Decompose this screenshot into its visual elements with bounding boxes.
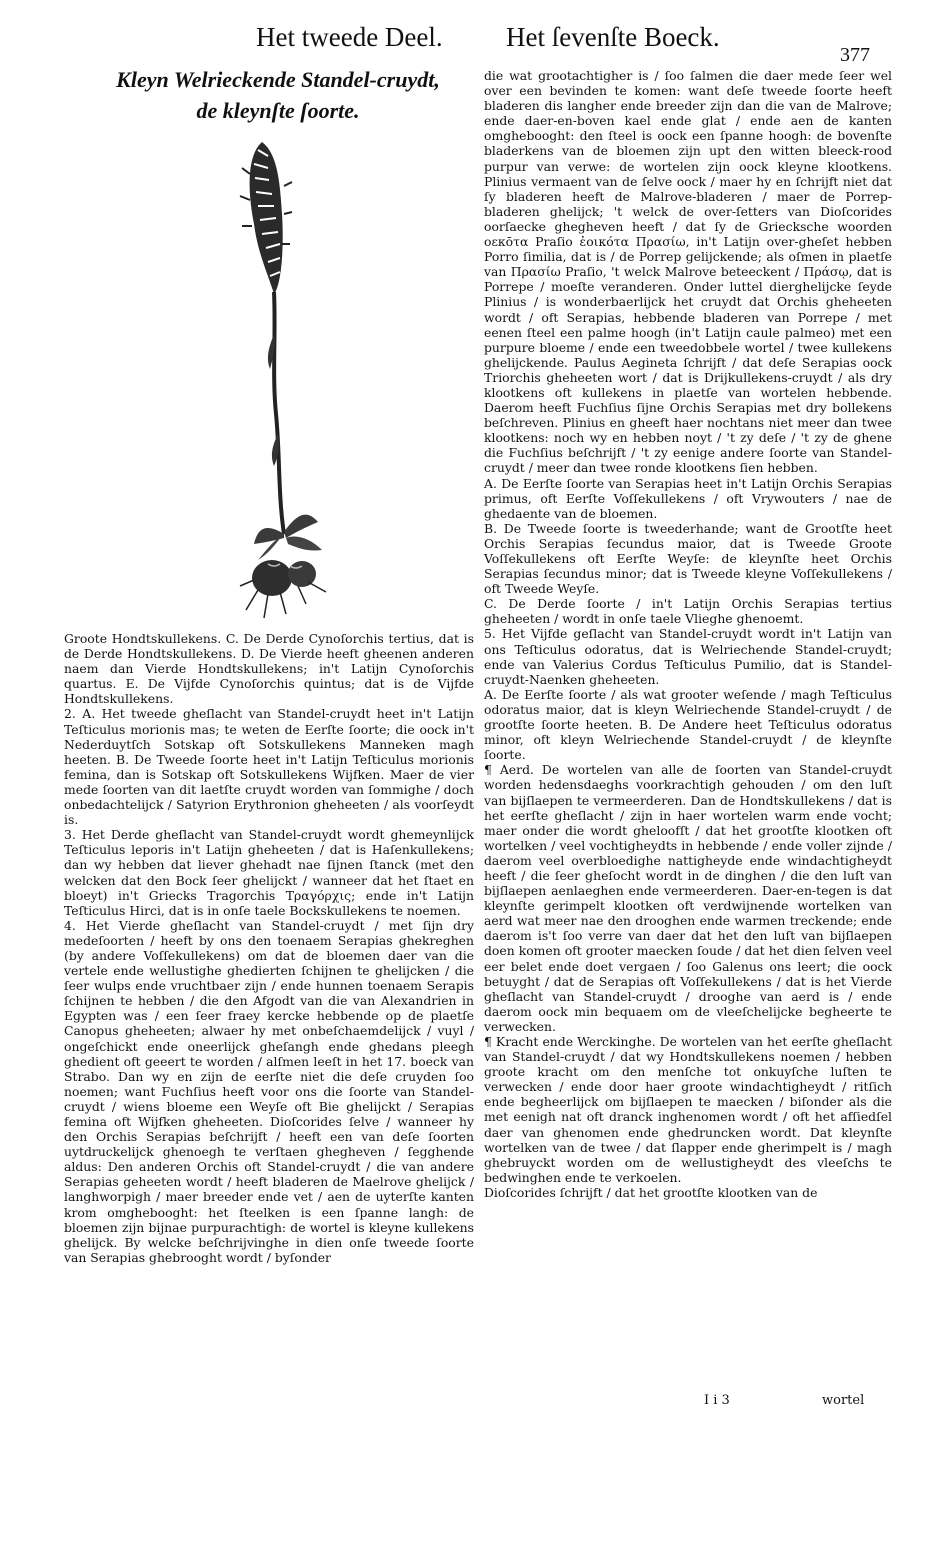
plant-woodcut-illustration [228,134,348,624]
running-header-right: Het ſevenſte Boeck. [506,22,720,52]
paragraph: die wat grootachtigher is / ſoo ſalmen die daer mede ſeer wel over een bevinden te komen: want deſe tweede ſoorte heeft bladeren dis langher ende breeder zijn dan die van de Malrove; ende daer-en-boven kael ende glat / ende aen de kanten omghebooght: den ſteel is oock een ſpanne hoogh: de bovenſte bladerkens van de bloemen zijn upt den witten bleeck-rood purpur van verwe: de wortelen zijn oock kleyne klootkens. Plinius vermaent van de ſelve oock / maer hy en ſchrijft niet dat ſy bladeren heeft de Malrove-bladeren / maer de Porrep-bladeren ghelijck; 't welck de over-ſetters van Dioſcorides oorſaecke ghegheven heeft / dat ſy de Griecksche woorden οεκōτα Praſio ἐοικότα Πρασίω, in't Latijn over-gheſet hebben Porro ſimilia, dat is / de Porrep gelijckende; als oſmen in plaetſe van Πρασίω Praſio, 't welck Malrove beteeckent / Πράσῳ, dat is Porrepe / moeſte veranderen. Onder luttel dierghelijcke ſeyde Plinius / is wonderbaerlijck het cruydt dat Orchis gheheeten wordt / oft Serapias, hebbende bladeren van Porrepe / met eenen ſteel een palme hoogh (in't Latijn caule palmeo) met een purpure bloeme / ende een tweedobbele wortel / twee kullekens ghelijckende. Paulus Aegineta ſchrijft / dat deſe Serapias oock Triorchis gheheeten wort / dat is Drijkullekens-cruydt / als dry klootkens oft kullekens in plaetſe van wortelen hebbende. Daerom heeft Fuchſius ſijne Orchis Serapias met dry bollekens beſchreven. Plinius en gheeft haer nochtans niet meer dan twee klootkens: noch wy en hebben noyt / 't zy deſe / 't zy de ghene die Fuchſius beſchrijft / 't zy eenige andere ſoorte van Standel-cruydt / meer dan twee ronde klootkens ſien hebben. [484,68,892,476]
flower-spike [240,142,292,294]
running-header-left: Het tweede Deel. [256,22,443,52]
figure-title-line-2: de kleynſte ſoorte. [196,98,360,123]
paragraph: ¶ Kracht ende Werckinghe. De wortelen van het eerſte gheſlacht van Standel-cruydt / dat wy Hondtskullekens noemen / hebben groote kracht om den menſche tot onkuyſche luſten te verwecken / ende door haer groote windachtigheydt / ritſich ende begheerlijck om bijſlaepen te maecken / biſonder als die met eenigh nat oft dranck inghenomen wordt / oft het afſiedſel daer van ghenomen ende ghedruncken wordt. Dat kleynſte wortelken van de twee / dat ſlapper ende gherimpelt is / magh ghebruyckt worden om de wellustigheydt des vleeſchs te bedwinghen ende te verkoelen. [484,1034,892,1185]
paragraph: 2. A. Het tweede gheſlacht van Standel-cruydt heet in't Latijn Teſticulus morionis mas; te weten de Eerſte ſoorte; die oock in't Nederduytſch Sotskap oft Sotskullekens Manneken magh heeten. B. De Tweede ſoorte heet in't Latijn Teſticulus morionis femina, dan is Sotskap oft Sotskullekens Wijfken. Maer de vier mede ſoorten van dit laetſte cruydt worden van ſommighe / doch onbedachtelijck / Satyrion Erythronion gheheeten / als voorſeydt is. [64,706,474,828]
paragraph: Groote Hondtskullekens. C. De Derde Cynoſorchis tertius, dat is de Derde Hondtskullekens. D. De Vierde heeft gheenen anderen naem dan Vierde Hondtskullekens; in't Latijn Cynoſorchis quartus. E. De Vijfde Cynoſorchis quintus; dat is de Vijfde Hondtskullekens. [64,631,474,707]
paragraph: B. De Tweede ſoorte is tweederhande; want de Grootſte heet Orchis Serapias ſecundus maior, dat is Tweede Groote Voſſekullekens oft Eerſte Weyſe: de kleynſte heet Orchis Serapias ſecundus minor; dat is Tweede kleyne Voſſekullekens / oft Tweede Weyſe. [484,520,892,597]
catchword: wortel [822,1393,865,1408]
paragraph: C. De Derde ſoorte / in't Latijn Orchis Serapias tertius gheheeten / wordt in onſe taele Vlieghe ghenoemt. [484,596,892,627]
paragraph: 4. Het Vierde gheſlacht van Standel-cruydt / met ſijn dry medeſoorten / heeft by ons den toenaem Serapias ghekreghen (by andere Voſſekullekens) om dat de bloemen daer van die vertele ende wellustighe ghedierten ſchijnen te ghelijcken / die ſeer wulps ende vruchtbaer zijn / ende hunnen toenaem Serapis ſchijnen te hebben / die den Afgodt van die van Alexandrien in Egypten was / een ſeer fraey kercke hebbende op de plaetſe Canopus gheheeten; alwaer hy met onbeſchaemdelijck / vuyl / ongeſchickt ende oneerlijck gheſangh ende ghedans pleegh ghedient oft geeert te worden / alſmen leeſt in het 17. boeck van Strabo. Dan wy en zijn de eerſte niet die deſe cruyden ſoo noemen; want Fuchſius heeft voor ons die ſoorte van Standel-cruydt / wiens bloeme een Weyſe oft Bie ghelijckt / Serapias femina oft Wijfken gheheeten. Dioſcorides ſelve / wanneer hy den Orchis Serapias beſchrijft / heeft een van deſe ſoorten uytdruckelijck ghenoegh te verſtaen ghegheven / ſegghende aldus: Den anderen Orchis oft Standel-cruydt / die van andere Serapias geheeten wordt / heeft bladeren de Maelrove ghelijck / langhworpigh / maer breeder ende vet / aen de uyterſte kanten krom omghebooght: het ſteelken is een ſpanne langh: de bloemen zijn bijnae purpurachtigh: de wortel is kleyne kullekens ghelijck. By welcke beſchrijvinghe in dien onſe tweede ſoorte van Serapias ghebrooght wordt / byſonder [64,917,474,1265]
paragraph: A. De Eerſte ſoorte van Serapias heet in't Latijn Orchis Serapias primus, oft Eerſte Voſſekullekens / oft Vrywouters / nae de ghedaente van de bloemen. [484,475,892,521]
stem [268,292,284,534]
paragraph: ¶ Aerd. De wortelen van alle de ſoorten van Standel-cruydt worden hedensdaeghs voorkrachtigh gehouden / om den luſt van bijſlaepen te vermeerderen. Dan de Hondtskullekens / dat is het eerſte gheſlacht / zijn in haer wortelen warm ende vocht; maer onder die wordt gheloofſt / dat het grootſte klootken oft wortelken / veel vochtigheydts in hebbende / ende voller zijnde / daerom veel overbloedighe nattigheyde ende windachtigheydt heeft / die ſeer gheſocht wordt in de dinghen / die den luſt van bijſlaepen aenlaeghen ende vermeerderen. Daer-en-tegen is dat kleynſte gerimpelt klootken oft verdwijnende wortelken van aerd wat meer nae den drooghen ende warmen treckende; ende daerom is't ſoo verre van daer dat het den luſt van bijſlaepen doen komen oft grooter maecken ſoude / dat het dien ſelven veel eer belet ende doet vergaen / ſoo Galenus ons leert; die oock betuyght / dat de Serapias oft Voſſekullekens / dat is het Vierde gheſlacht van Standel-cruydt / drooghe van aerd is / ende daerom oock min bequaem om de vleeſchelijcke begheerte te verwecken. [484,762,892,1034]
root-tubers [240,560,326,618]
paragraph: 3. Het Derde gheſlacht van Standel-cruydt wordt ghemeynlijck Teſticulus leporis in't Latijn gheheeten / dat is Haſenkullekens; dan wy hebben dat liever ghehadt nae ſijnen ſtanck (met den welcken dat den Bock ſeer ghelijckt / wanneer dat het ſtaet en bloeyt) in't Griecks Tragorchis Τραγόρχις; ende in't Latijn Teſticulus Hirci, dat is in onſe taele Bockskullekens te noemen. [64,827,474,918]
left-text-column [64,631,474,1265]
paragraph: 5. Het Vijfde geſlacht van Standel-cruydt wordt in't Latijn van ons Teſticulus odoratus, dat is Welriechende Standel-cruydt; ende van Valerius Cordus Teſticulus Pumilio, dat is Standel-cruydt-Naenken gheheeten. [484,626,892,687]
figure-title [88,64,468,126]
right-text-column [484,68,892,1200]
paragraph: Dioſcorides ſchrijft / dat het grootſte klootken van de [484,1184,818,1200]
paragraph: A. De Eerſte ſoorte / als wat grooter weſende / magh Teſticulus odoratus maior, dat is kleyn Welriechende Standel-cruydt / de grootſte ſoorte heeten. B. De Andere heet Teſticulus odoratus minor, oft kleyn Welriechende Standel-cruydt / de kleynſte ſoorte. [484,686,892,763]
figure-title-line-1: Kleyn Welrieckende Standel-cruydt, [116,67,440,92]
signature-mark: I i 3 [704,1393,730,1408]
page-number: 377 [840,44,870,66]
leaves [254,515,322,560]
